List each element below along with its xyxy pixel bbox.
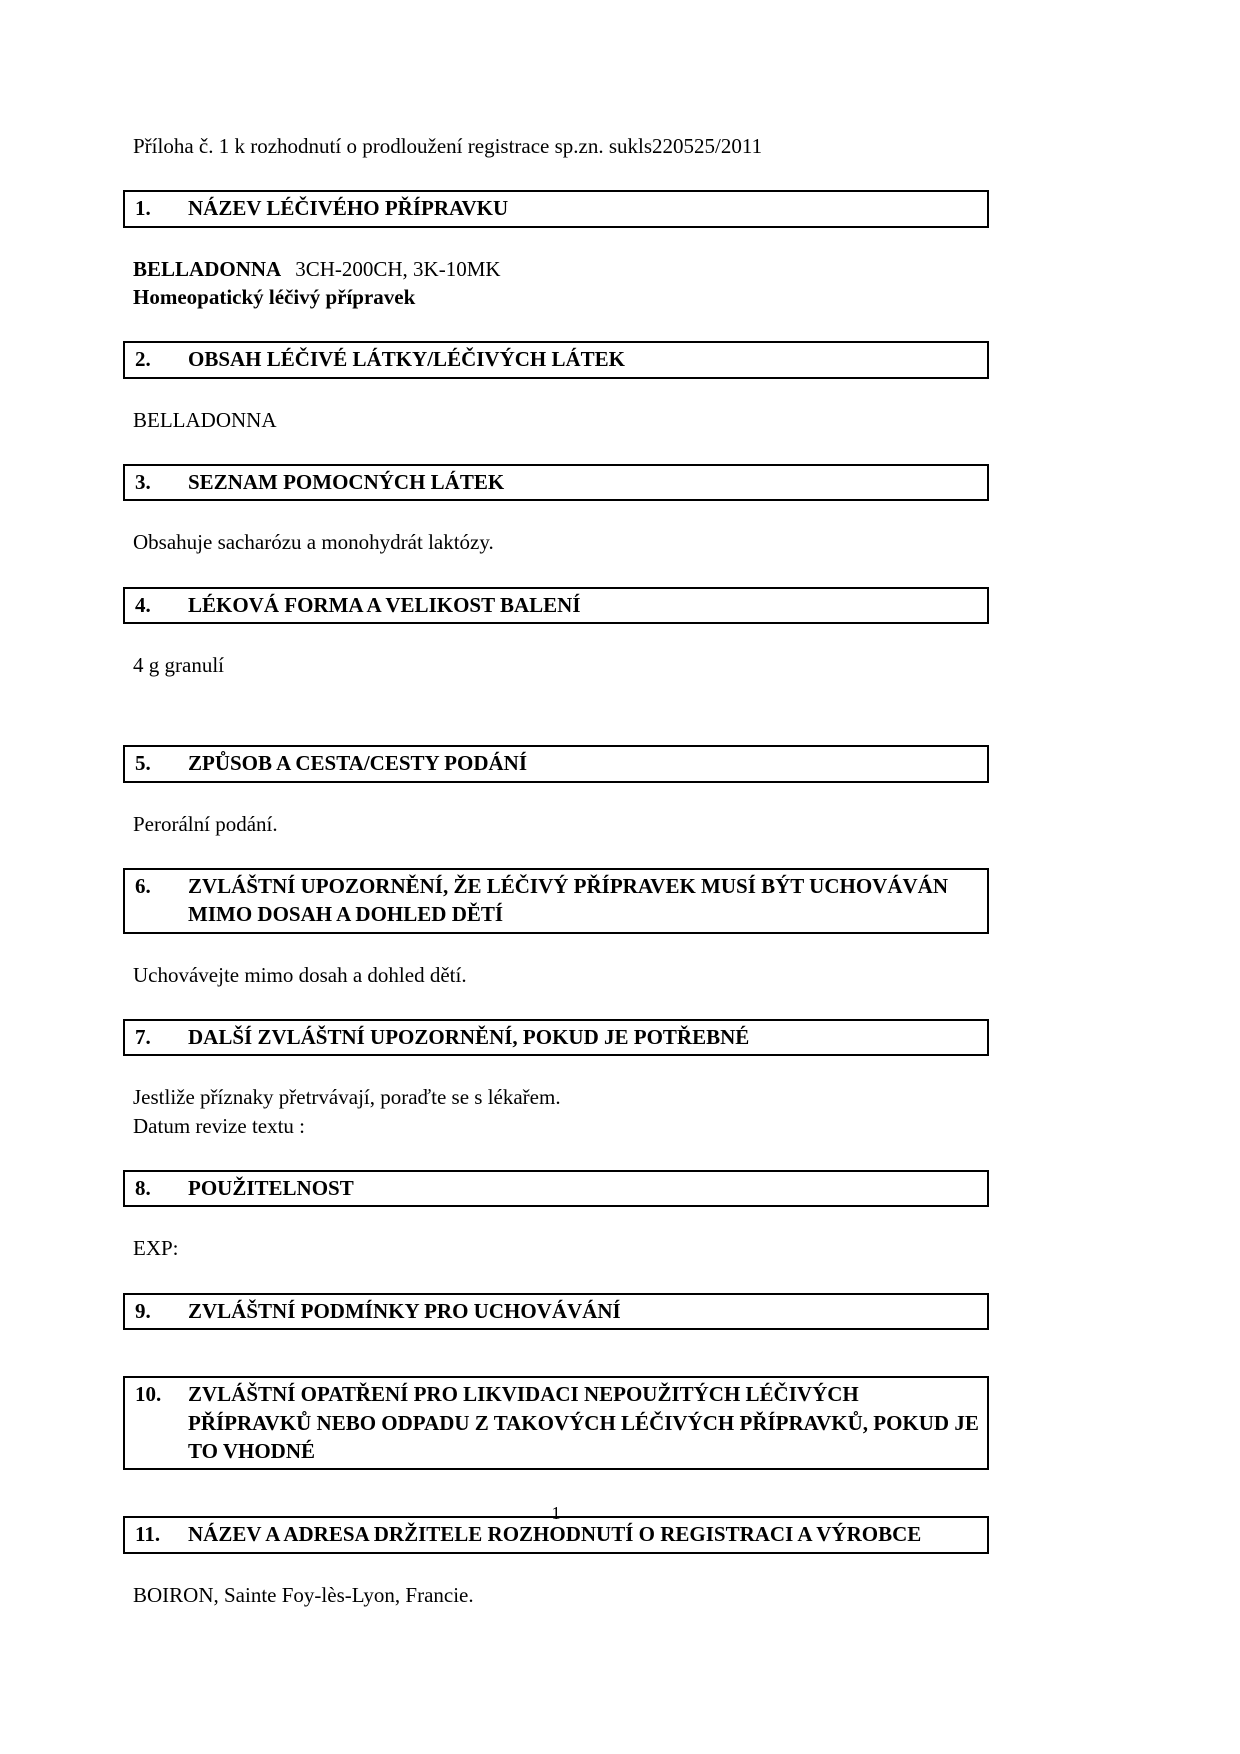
section-11-body (123, 1581, 989, 1609)
section-8-text: EXP: (133, 1236, 179, 1261)
section-4-number: 4. (135, 592, 151, 617)
section-11-number: 11. (135, 1522, 161, 1547)
section-5-number: 5. (135, 751, 151, 776)
section-1-number: 1. (135, 196, 151, 221)
section-3-text: Obsahuje sacharózu a monohydrát laktózy. (133, 530, 494, 555)
section-5-header (123, 745, 989, 782)
section-8-header (123, 1170, 989, 1207)
section-3-header (123, 464, 989, 501)
section-2-text: BELLADONNA (133, 407, 277, 432)
section-1-header (123, 190, 989, 227)
product-name-line (133, 255, 989, 283)
section-9-number: 9. (135, 1298, 151, 1323)
section-3-number: 3. (135, 470, 151, 495)
section-9-header (123, 1293, 989, 1330)
section-5-title: ZPŮSOB A CESTA/CESTY PODÁNÍ (188, 751, 527, 776)
section-6-text: Uchovávejte mimo dosah a dohled dětí. (133, 962, 467, 987)
page-number: 1 (551, 1503, 561, 1523)
section-4-title: LÉKOVÁ FORMA A VELIKOST BALENÍ (188, 592, 581, 617)
document-preamble: Příloha č. 1 k rozhodnutí o prodloužení registrace sp.zn. sukls220525/2011 (133, 134, 763, 158)
section-4-body (123, 651, 989, 679)
section-7-header (123, 1019, 989, 1056)
section-7-title: DALŠÍ ZVLÁŠTNÍ UPOZORNĚNÍ, POKUD JE POTŘEBNÉ (188, 1025, 750, 1050)
product-type: Homeopatický léčivý přípravek (133, 284, 416, 309)
section-3-title: SEZNAM POMOCNÝCH LÁTEK (188, 470, 505, 495)
section-2-title: OBSAH LÉČIVÉ LÁTKY/LÉČIVÝCH LÁTEK (188, 347, 626, 372)
section-8-body (123, 1234, 989, 1262)
section-7-text-line2: Datum revize textu : (133, 1113, 306, 1138)
section-10-number: 10. (135, 1382, 162, 1407)
section-6-number: 6. (135, 874, 151, 899)
section-8-number: 8. (135, 1176, 151, 1201)
section-2-number: 2. (135, 347, 151, 372)
section-11-text: BOIRON, Sainte Foy-lès-Lyon, Francie. (133, 1582, 474, 1607)
section-6-title: ZVLÁŠTNÍ UPOZORNĚNÍ, ŽE LÉČIVÝ PŘÍPRAVEK MUSÍ BÝT UCHOVÁVÁN MIMO DOSAH A DOHLED DĚTÍ (188, 874, 948, 927)
product-strengths: 3CH-200CH, 3K-10MK (295, 256, 501, 281)
section-7-number: 7. (135, 1025, 151, 1050)
section-2-body (123, 406, 989, 434)
section-11-title: NÁZEV A ADRESA DRŽITELE ROZHODNUTÍ O REGISTRACI A VÝROBCE (188, 1522, 922, 1547)
section-8-title: POUŽITELNOST (188, 1176, 354, 1201)
product-type-line (133, 283, 989, 311)
section-4-header (123, 587, 989, 624)
section-5-text: Perorální podání. (133, 811, 278, 836)
section-1-title: NÁZEV LÉČIVÉHO PŘÍPRAVKU (188, 196, 509, 221)
section-2-header (123, 341, 989, 378)
document-page (123, 0, 989, 1609)
section-9-title: ZVLÁŠTNÍ PODMÍNKY PRO UCHOVÁVÁNÍ (188, 1298, 621, 1323)
section-6-body (123, 961, 989, 989)
section-10-title: ZVLÁŠTNÍ OPATŘENÍ PRO LIKVIDACI NEPOUŽITÝCH LÉČIVÝCH PŘÍPRAVKŮ NEBO ODPADU Z TAKOVÝCH LÉČIVÝCH PŘÍPRAVKŮ, POKUD JE TO VHODNÉ (188, 1382, 979, 1463)
section-3-body (123, 528, 989, 556)
product-name: BELLADONNA (133, 256, 282, 281)
section-6-header (123, 868, 989, 934)
section-7-text-line1: Jestliže příznaky přetrvávají, poraďte se s lékařem. (133, 1085, 561, 1110)
section-4-text: 4 g granulí (133, 653, 224, 678)
section-1-body (123, 255, 989, 312)
section-10-header (123, 1376, 989, 1470)
section-5-body (123, 810, 989, 838)
section-7-body (123, 1083, 989, 1140)
